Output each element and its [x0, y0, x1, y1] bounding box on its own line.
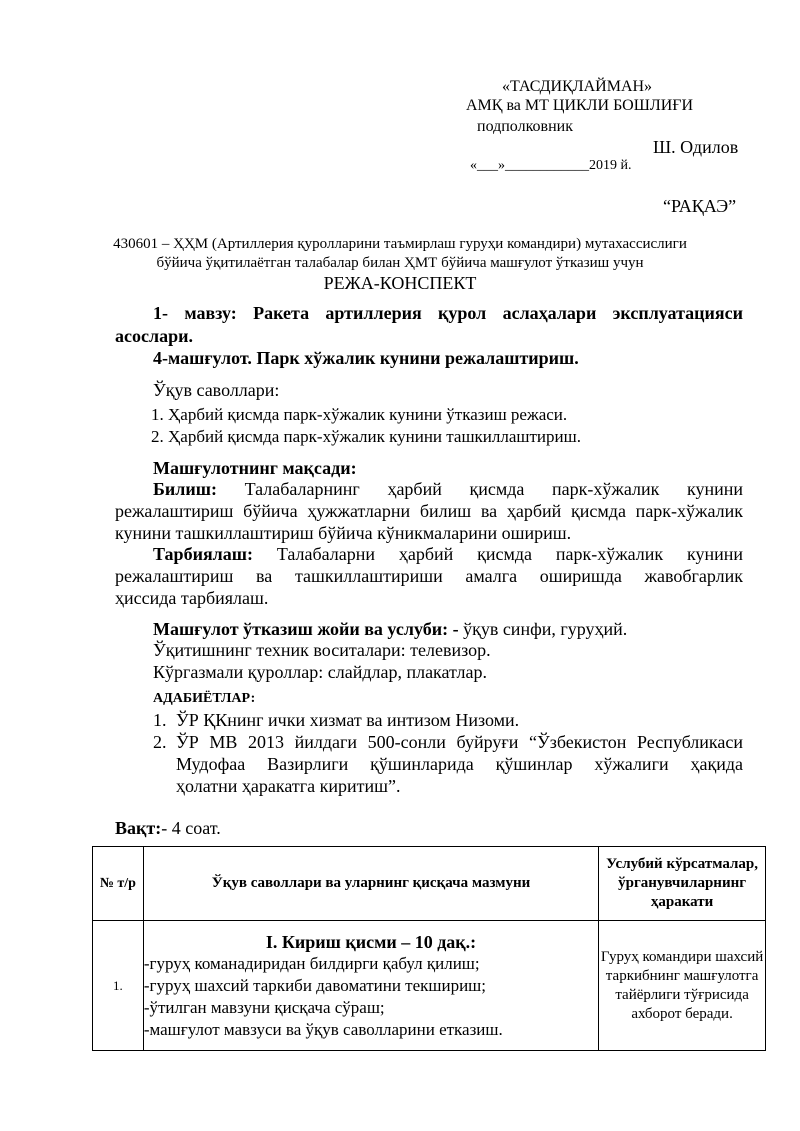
approval-date: «___»____________2019 й.: [470, 158, 632, 173]
approval-rank: подполковник: [477, 118, 573, 135]
topic-line-1: 1- мавзу: Ракета артиллерия қурол аслаҳалари эксплуатацияси: [153, 303, 743, 323]
document-title: РЕЖА-КОНСПЕКТ: [323, 273, 477, 293]
knowledge-label: Билиш:: [153, 479, 217, 499]
goals-heading: Машғулотнинг мақсади:: [153, 458, 357, 478]
header-num: № т/р: [93, 847, 144, 921]
place-value: ўқув синфи, гуруҳий.: [458, 619, 628, 639]
document-label: “РАҚАЭ”: [663, 196, 737, 216]
literature-item-2-line-1: ЎР МВ 2013 йилдаги 500-сонли буйруғи “Ўзбекистон Республикаси: [176, 732, 743, 752]
literature-heading: АДАБИЁТЛАР:: [153, 691, 256, 706]
table-row: [93, 921, 766, 1051]
upbringing-label: Тарбиялаш:: [153, 544, 253, 564]
literature-item-1-num: 1.: [153, 710, 167, 730]
header-line-1: 430601 – ҲҲМ (Артиллерия қуролларини таъмирлаш гуруҳи командири) мутахассислиги: [113, 236, 687, 252]
row-content: [143, 921, 598, 1051]
content-line: -гуруҳ шахсий таркиби давоматини текшириш;: [143, 975, 486, 995]
approval-title: «ТАСДИҚЛАЙМАН»: [502, 78, 653, 95]
approval-position: АМҚ ва МТ ЦИКЛИ БОШЛИҒИ: [466, 97, 694, 114]
knowledge-text-1: Талабаларнинг ҳарбий қисмда парк-хўжалик кунини: [244, 479, 743, 499]
place-line: [153, 619, 627, 640]
upbringing-line-3: ҳиссида тарбиялаш.: [115, 588, 269, 608]
table-header-row: [93, 847, 766, 921]
header-content: Ўқув саволлари ва уларнинг қисқача мазмуни: [143, 847, 598, 921]
upbringing-line-2: режалаштириш ва ташкиллаштириши амалга оширишда жавобгарлик: [115, 566, 743, 586]
row-num: 1.: [93, 921, 144, 1051]
knowledge-line-3: кунини ташкиллаштириш бўйича кўникмаларини ошириш.: [115, 523, 572, 543]
lesson-plan-table: [92, 846, 766, 1051]
content-line: -ўтилган мавзуни қисқача сўраш;: [143, 997, 385, 1017]
literature-item-2-line-3: ҳолатни ҳаракатга киритиш”.: [176, 776, 401, 796]
literature-item-2-line-2: Мудофаа Вазирлиги қўшинларида қўшинлар хўжалиги ҳақида: [176, 754, 743, 774]
literature-item-2-num: 2.: [153, 732, 167, 752]
question-item-1: 1. Ҳарбий қисмда парк-хўжалик кунини ўтказиш режаси.: [151, 405, 568, 424]
content-line: -гуруҳ команадиридан билдирги қабул қилиш;: [143, 953, 480, 973]
header-method: Услубий кўрсатмалар, ўрганувчиларнинг ҳаракати: [599, 847, 766, 921]
header-line-2: бўйича ўқитилаётган талабалар билан ҲМТ бўйича машғулот ўтказиш учун: [156, 255, 644, 271]
questions-heading: Ўқув саволлари:: [153, 380, 280, 400]
upbringing-line-1: [153, 544, 743, 565]
content-line: -машғулот мавзуси ва ўқув саволларини етказиш.: [143, 1019, 503, 1039]
time-label: Вақт:: [115, 818, 162, 838]
topic-line-2: асослари.: [115, 326, 193, 346]
visual-aids: Кўргазмали қуроллар: слайдлар, плакатлар.: [153, 662, 487, 682]
knowledge-line-2: режалаштириш бўйича ҳужжатларни билиш ва ҳарбий қисмда парк-хўжалик: [115, 501, 743, 521]
time-line: [115, 818, 221, 839]
literature-item-1: ЎР ҚКнинг ички хизмат ва интизом Низоми.: [176, 710, 520, 730]
approval-name: Ш. Одилов: [653, 137, 739, 157]
upbringing-text-1: Талабаларни ҳарбий қисмда парк-хўжалик кунини: [276, 544, 744, 564]
lesson-title: 4-машғулот. Парк хўжалик кунини режалаштириш.: [153, 348, 579, 368]
tech-means: Ўқитишнинг техник воситалари: телевизор.: [153, 640, 491, 660]
section-title: I. Кириш қисми – 10 дақ.:: [265, 931, 477, 952]
place-label: Машғулот ўтказиш жойи ва услуби: -: [153, 619, 459, 639]
knowledge-line-1: [153, 479, 743, 500]
row-method: Гуруҳ командири шахсий таркибнинг машғулотга тайёрлиги тўғрисида ахборот беради.: [599, 921, 766, 1051]
question-item-2: 2. Ҳарбий қисмда парк-хўжалик кунини ташкиллаштириш.: [151, 427, 581, 446]
time-value: - 4 соат.: [161, 818, 221, 838]
